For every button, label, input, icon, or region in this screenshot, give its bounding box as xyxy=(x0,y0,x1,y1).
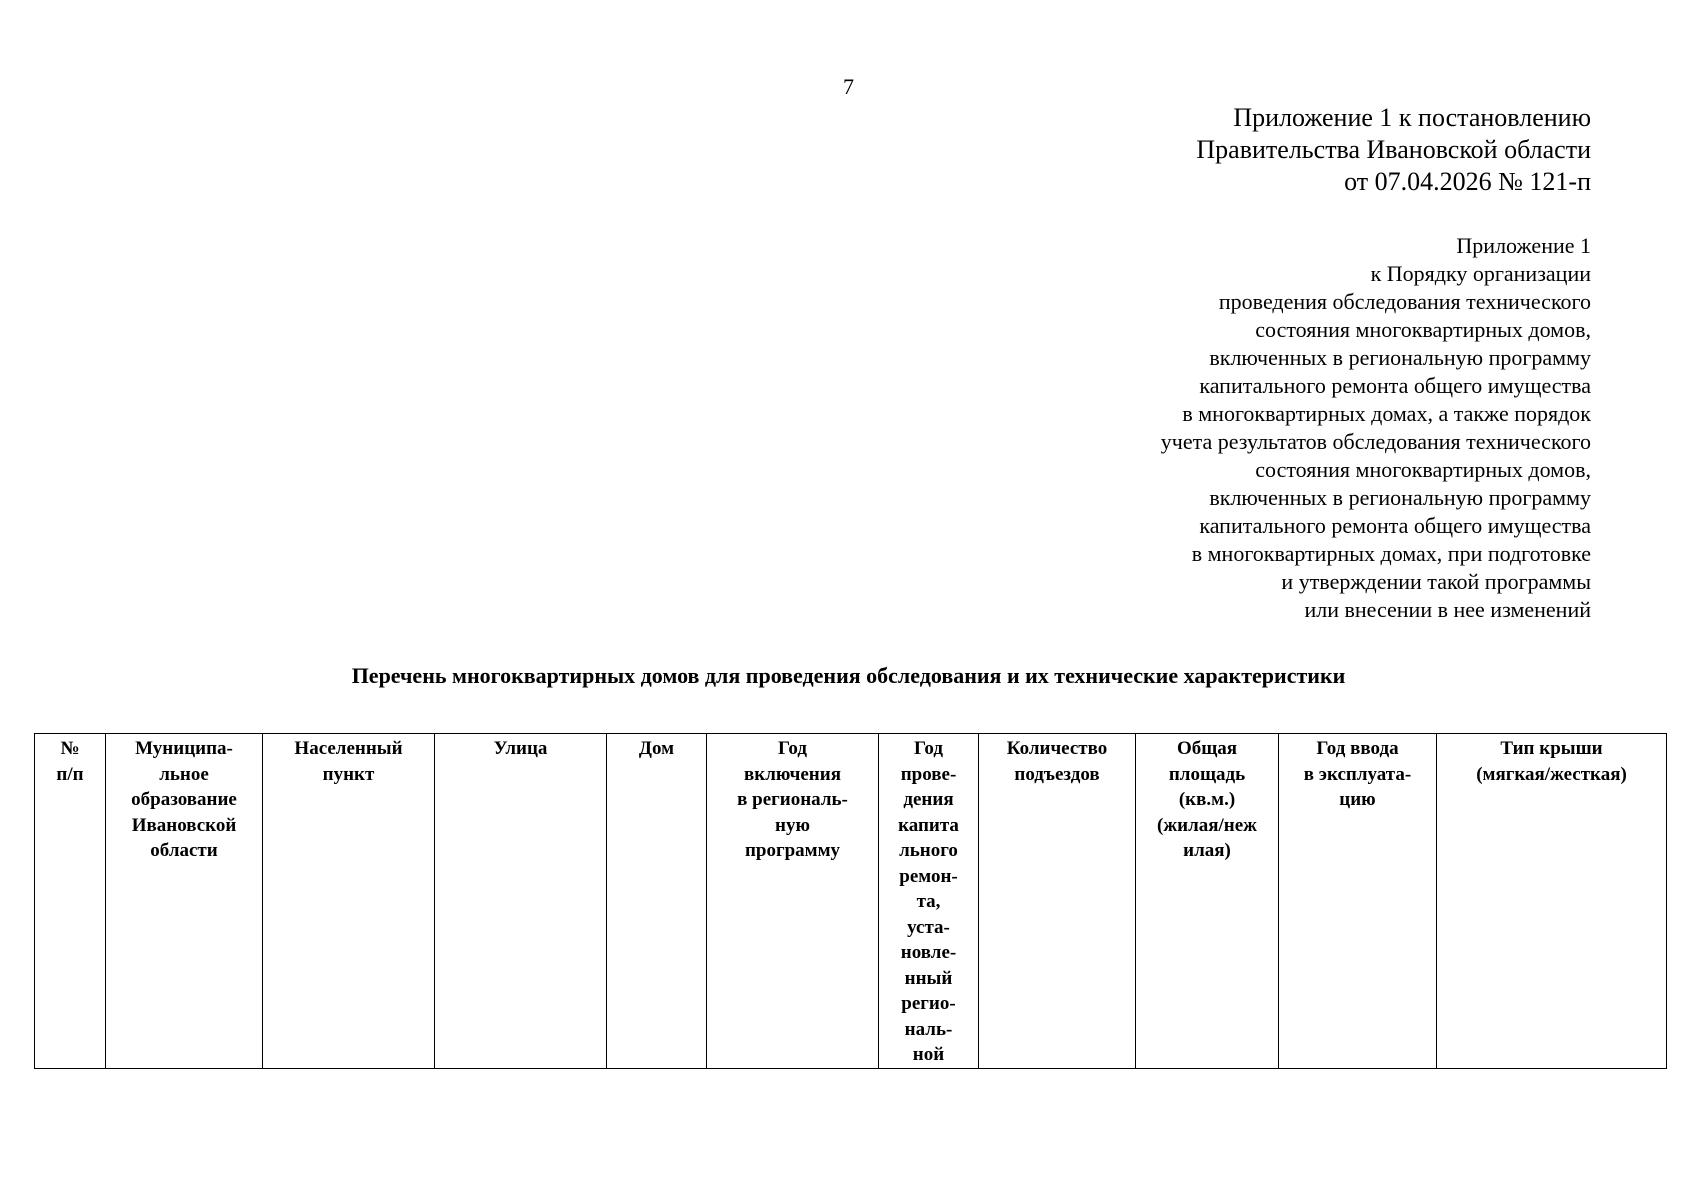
header-line: капита xyxy=(898,814,959,836)
header-line: программу xyxy=(744,840,841,861)
col-header-number xyxy=(35,734,106,1069)
header-line: илая) xyxy=(1183,840,1231,861)
appendix-sub-line: состояния многоквартирных домов, xyxy=(1255,317,1591,342)
col-header-house xyxy=(607,734,707,1069)
header-line: подъездов xyxy=(1014,763,1100,785)
header-line: наль- xyxy=(904,1018,953,1040)
appendix-main-heading xyxy=(1196,102,1591,198)
appendix-sub-line: капитального ремонта общего имущества xyxy=(1199,513,1591,538)
header-line: Дом xyxy=(638,738,675,759)
appendix-sub-line: проведения обследования технического xyxy=(1218,289,1591,314)
header-line: Муниципа- xyxy=(135,738,233,759)
header-line: дения xyxy=(903,789,954,810)
header-line: ную xyxy=(775,814,810,836)
header-line: Общая xyxy=(1176,738,1238,759)
appendix-sub-line: состояния многоквартирных домов, xyxy=(1255,457,1591,482)
col-header-year-commissioned xyxy=(1279,734,1437,1069)
header-line: Год xyxy=(778,738,807,759)
col-header-settlement xyxy=(263,734,435,1069)
appendix-main-line: Приложение 1 к постановлению xyxy=(1233,103,1591,132)
appendix-sub-line: или внесении в нее изменений xyxy=(1304,597,1591,622)
header-line: № xyxy=(60,738,80,759)
appendix-sub-line: и утверждении такой программы xyxy=(1281,569,1591,594)
appendix-sub-line: в многоквартирных домах, при подготовке xyxy=(1191,541,1591,566)
appendix-main-line: от 07.04.2026 № 121-п xyxy=(1344,167,1591,196)
appendix-sub-line: капитального ремонта общего имущества xyxy=(1199,373,1591,398)
header-line: та, xyxy=(916,891,941,912)
appendix-sub-heading xyxy=(1161,232,1591,624)
table-header-row xyxy=(35,734,1667,1069)
col-header-entrances xyxy=(979,734,1136,1069)
header-line: ремон- xyxy=(899,865,958,887)
header-line: образование xyxy=(131,789,237,810)
header-line: Улица xyxy=(493,738,548,759)
header-line: в региональ- xyxy=(737,789,848,810)
header-line: пункт xyxy=(322,763,375,785)
header-line: области xyxy=(150,840,218,861)
col-header-municipality xyxy=(106,734,263,1069)
header-line: льного xyxy=(899,840,958,861)
header-line: нный xyxy=(904,967,953,989)
header-line: Год ввода xyxy=(1316,738,1399,759)
header-line: регио- xyxy=(901,993,956,1014)
header-line: в эксплуата- xyxy=(1303,763,1412,785)
appendix-sub-line: в многоквартирных домах, а также порядок xyxy=(1182,401,1591,426)
header-line: Ивановской xyxy=(131,814,237,836)
appendix-main-line: Правительства Ивановской области xyxy=(1196,135,1591,164)
header-line: Населенный xyxy=(294,738,403,759)
header-line: (кв.м.) xyxy=(1178,789,1236,810)
header-line: льное xyxy=(159,763,209,785)
appendix-sub-line: включенных в региональную программу xyxy=(1209,485,1591,510)
col-header-roof-type xyxy=(1437,734,1667,1069)
header-line: (жилая/неж xyxy=(1157,814,1257,836)
header-line: Тип крыши xyxy=(1500,738,1603,759)
appendix-sub-line: учета результатов обследования технического xyxy=(1160,429,1591,454)
header-line: уста- xyxy=(907,916,950,938)
housing-table xyxy=(34,733,1667,1069)
header-line: п/п xyxy=(56,763,84,785)
col-header-year-included xyxy=(707,734,879,1069)
header-line: новле- xyxy=(900,942,957,963)
appendix-sub-line: Приложение 1 xyxy=(1456,233,1591,258)
col-header-street xyxy=(435,734,607,1069)
header-line: прове- xyxy=(900,763,957,785)
col-header-year-repair xyxy=(879,734,979,1069)
appendix-sub-line: к Порядку организации xyxy=(1370,261,1591,286)
header-line: цию xyxy=(1339,789,1376,810)
header-line: ной xyxy=(912,1044,945,1065)
col-header-area xyxy=(1136,734,1279,1069)
header-line: Количество xyxy=(1006,738,1108,759)
header-line: (мягкая/жесткая) xyxy=(1476,763,1627,785)
appendix-sub-line: включенных в региональную программу xyxy=(1209,345,1591,370)
header-line: включения xyxy=(744,763,841,785)
page-number: 7 xyxy=(843,74,854,99)
header-line: Год xyxy=(914,738,943,759)
header-line: площадь xyxy=(1168,763,1246,785)
list-title: Перечень многоквартирных домов для проведения обследования и их технические характеристики xyxy=(351,663,1346,688)
